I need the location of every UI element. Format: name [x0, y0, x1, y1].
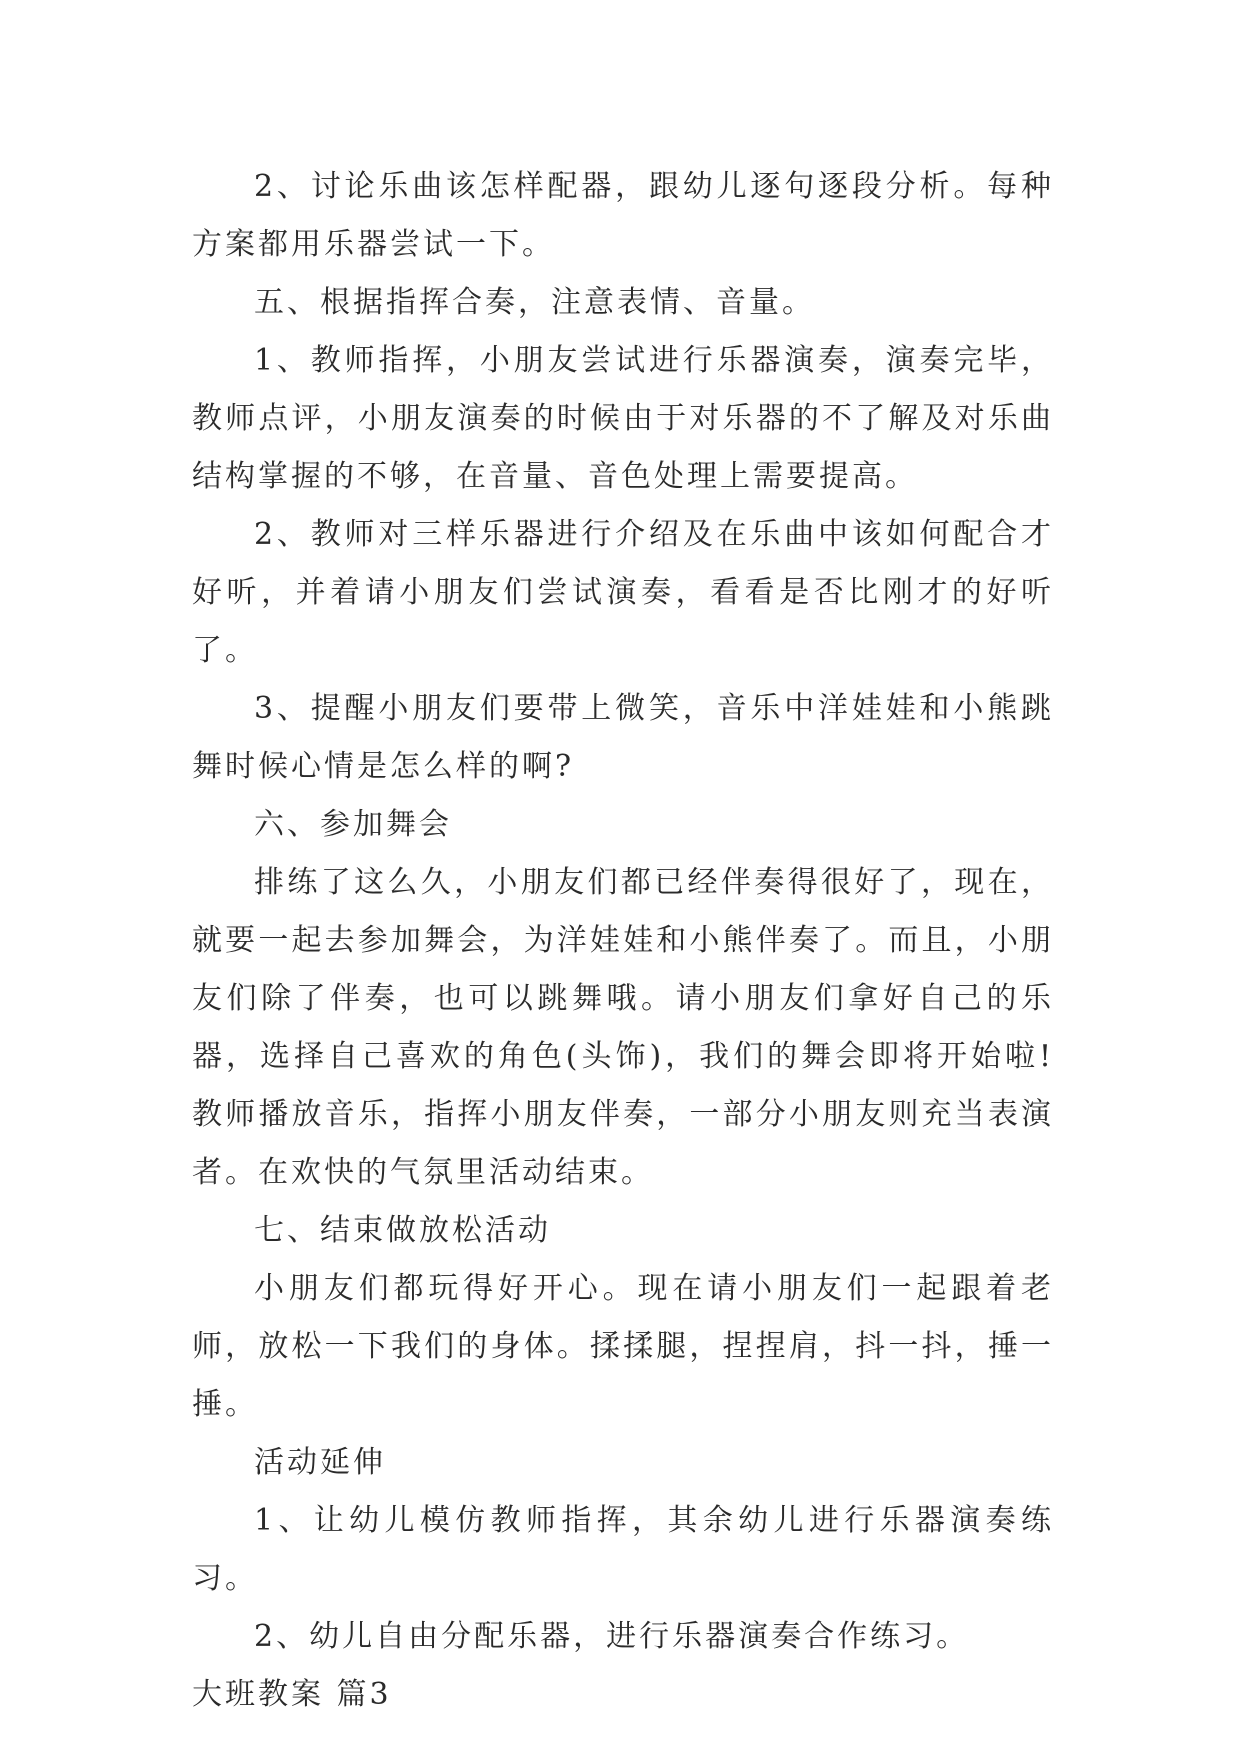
paragraph-extension-two: 2、幼儿自由分配乐器，进行乐器演奏合作练习。: [254, 1619, 970, 1654]
paragraph-step-five-heading: 五、根据指挥合奏，注意表情、音量。: [254, 285, 815, 320]
paragraph-step-seven-heading: 七、结束做放松活动: [254, 1213, 551, 1248]
paragraph-smile-reminder: 3、提醒小朋友们要带上微笑，音乐中洋娃娃和小熊跳舞时候心情是怎么样的啊?: [192, 691, 1054, 784]
paragraph-relax-activity: 小朋友们都玩得好开心。现在请小朋友们一起跟着老师，放松一下我们的身体。揉揉腿，捏捏肩，抖一抖，捶一捶。: [192, 1271, 1054, 1422]
paragraph-discuss-instrumentation: 2、讨论乐曲该怎样配器，跟幼儿逐句逐段分析。每种方案都用乐器尝试一下。: [192, 169, 1054, 262]
document-body: [192, 158, 1054, 1724]
paragraph-extension-one: 1、让幼儿模仿教师指挥，其余幼儿进行乐器演奏练习。: [192, 1503, 1054, 1596]
paragraph-teacher-conducts: 1、教师指挥，小朋友尝试进行乐器演奏，演奏完毕，教师点评，小朋友演奏的时候由于对乐器的不了解及对乐曲结构掌握的不够，在音量、音色处理上需要提高。: [192, 343, 1054, 494]
paragraph-step-six-heading: 六、参加舞会: [254, 807, 452, 842]
section-title: 大班教案 篇3: [192, 1677, 392, 1712]
paragraph-join-dance: 排练了这么久，小朋友们都已经伴奏得很好了，现在，就要一起去参加舞会，为洋娃娃和小熊伴奏了。而且，小朋友们除了伴奏，也可以跳舞哦。请小朋友们拿好自己的乐器，选择自己喜欢的角色(头饰)，我们的舞会即将开始啦!教师播放音乐，指挥小朋友伴奏，一部分小朋友则充当表演者。在欢快的气氛里活动结束。: [192, 865, 1054, 1190]
paragraph-instrument-introduction: 2、教师对三样乐器进行介绍及在乐曲中该如何配合才好听，并着请小朋友们尝试演奏，看看是否比刚才的好听了。: [192, 517, 1054, 668]
paragraph-extension-heading: 活动延伸: [254, 1445, 386, 1480]
